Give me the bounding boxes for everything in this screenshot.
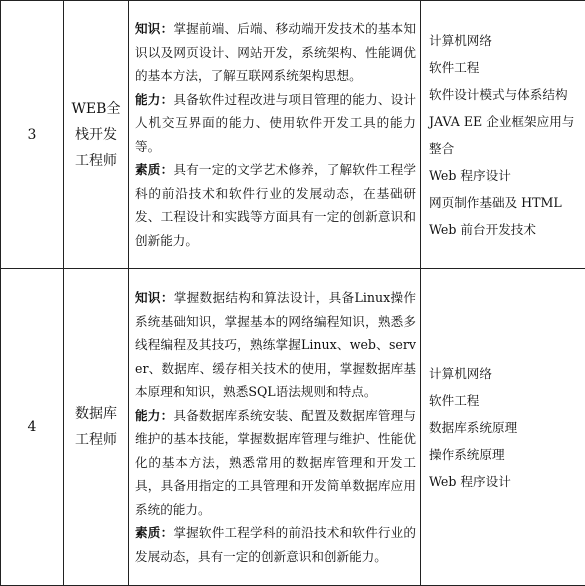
- knowledge-paragraph: [135, 286, 416, 404]
- knowledge-paragraph: [135, 17, 416, 88]
- course-item: 数据库系统原理: [429, 414, 579, 441]
- ability-text: 具备数据库系统安装、配置及数据库管理与维护的基本技能，掌握数据库管理与维护、性能优化的基本方法，熟悉常用的数据库管理和开发工具，具备用指定的工具管理和开发简单数据库应用系统的能力。: [135, 408, 416, 517]
- knowledge-label: 知识：: [135, 290, 174, 305]
- ability-text: 具备软件过程改进与项目管理的能力、设计人机交互界面的能力、使用软件开发工具的能力等。: [135, 92, 416, 154]
- course-item: Web 程序设计: [429, 162, 579, 189]
- ability-paragraph: [135, 88, 416, 159]
- knowledge-text: 掌握前端、后端、移动端开发技术的基本知识以及网页设计、网站开发，系统架构、性能调优的基本方法，了解互联网系统架构思想。: [135, 21, 416, 83]
- row-number: 3: [1, 1, 64, 269]
- quality-text: 具有一定的文学艺术修养，了解软件工程学科的前沿技术和软件行业的发展动态，在基础研发、工程设计和实践等方面具有一定的创新意识和创新能力。: [135, 162, 416, 248]
- course-item: 软件工程: [429, 54, 579, 81]
- quality-label: 素质：: [135, 525, 173, 540]
- course-item: 网页制作基础及 HTML: [429, 189, 579, 216]
- ability-label: 能力：: [135, 92, 173, 107]
- course-item: 操作系统原理: [429, 441, 579, 468]
- ability-paragraph: [135, 404, 416, 522]
- career-direction: WEB全栈开发工程师: [64, 1, 129, 269]
- career-direction: 数据库工程师: [64, 269, 129, 586]
- row-number: 4: [1, 269, 64, 586]
- course-item: JAVA EE 企业框架应用与整合: [429, 108, 579, 162]
- quality-paragraph: [135, 158, 416, 252]
- course-item: 计算机网络: [429, 360, 579, 387]
- quality-label: 素质：: [135, 162, 173, 177]
- course-list: [421, 1, 585, 269]
- quality-paragraph: [135, 521, 416, 568]
- table-row: [1, 269, 585, 586]
- course-list: [421, 269, 585, 586]
- requirements-cell: [129, 269, 421, 586]
- quality-text: 掌握软件工程学科的前沿技术和软件行业的发展动态，具有一定的创新意识和创新能力。: [135, 525, 416, 564]
- ability-label: 能力：: [135, 408, 173, 423]
- knowledge-label: 知识：: [135, 21, 173, 36]
- course-item: Web 程序设计: [429, 468, 579, 495]
- course-item: 计算机网络: [429, 27, 579, 54]
- course-item: Web 前台开发技术: [429, 216, 579, 243]
- course-item: 软件设计模式与体系结构: [429, 81, 579, 108]
- table-row: [1, 1, 585, 269]
- course-item: 软件工程: [429, 387, 579, 414]
- requirements-cell: [129, 1, 421, 269]
- knowledge-text: 掌握数据结构和算法设计，具备Linux操作系统基础知识，掌握基本的网络编程知识，熟悉多线程编程及其技巧，熟练掌握Linux、web、server、数据库、缓存相关技术的使用，掌握数据库基本原理和知识，熟悉SQL语法规则和特点。: [135, 290, 416, 399]
